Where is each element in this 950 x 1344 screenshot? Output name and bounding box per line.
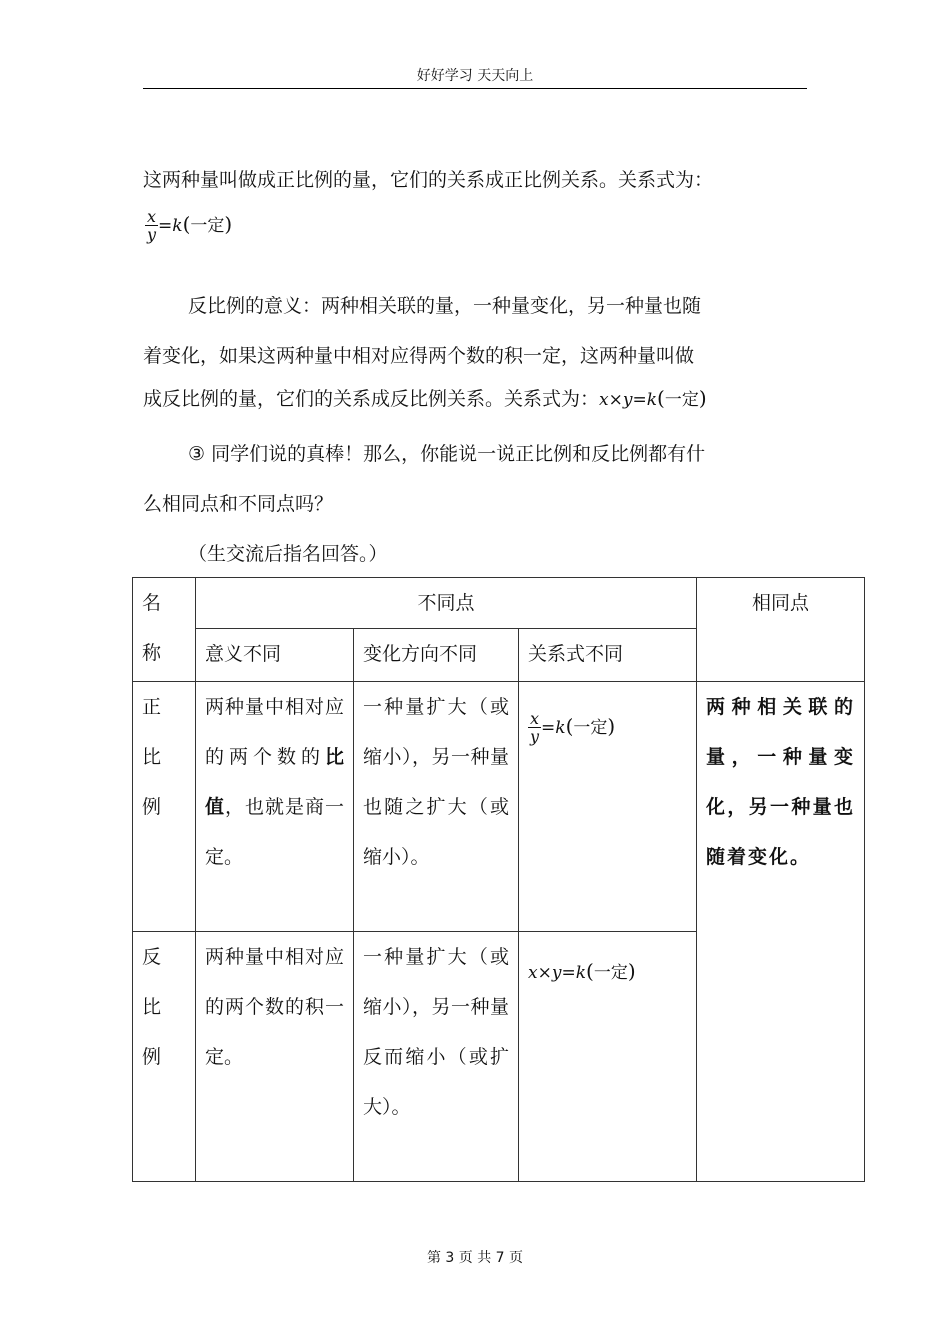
row-direct-name: [133, 682, 196, 932]
page-footer: 第 3 页 共 7 页: [426, 1250, 524, 1266]
formula-inverse-proportion: x×y=k(一定): [599, 386, 707, 410]
table-fraction-denominator: y: [530, 727, 540, 746]
subheader-meaning: 意义不同: [196, 629, 354, 682]
formula-equals: =: [158, 216, 173, 236]
formula2-x: x: [599, 390, 609, 410]
table-formula-equals: =: [541, 718, 556, 738]
row-direct-direction: 一种量扩大（或缩小），另一种量也随之扩大（或缩小）。: [354, 682, 519, 932]
paragraph-question-line-1: ③ 同学们说的真棒！那么，你能说一说正比例和反比例都有什: [188, 443, 706, 465]
direct-meaning-bold: 比值: [205, 746, 344, 818]
table-row-direct: [133, 682, 865, 932]
row-inverse-meaning: 两种量中相对应的两个数的积一定。: [196, 932, 354, 1182]
paragraph-activity: （生交流后指名回答。）: [188, 543, 388, 565]
fraction-denominator: y: [147, 225, 157, 244]
row-inverse-name: [133, 932, 196, 1182]
header-similarities: 相同点: [697, 578, 865, 682]
row-direct-meaning: [196, 682, 354, 932]
subheader-direction: 变化方向不同: [354, 629, 519, 682]
table-formula2-constant: 一定: [593, 963, 628, 983]
paragraph-direct-definition: 这两种量叫做成正比例的量，它们的关系成正比例关系。关系式为：: [143, 169, 714, 191]
formula-constant: 一定: [190, 216, 225, 236]
table-fraction-x-over-y: [528, 710, 541, 745]
similarities-cell: 两种相关联的量，一种量变化，另一种量也随着变化。: [697, 682, 865, 1182]
direct-name-char-3: 例: [142, 796, 162, 818]
table-formula2-x: x: [528, 963, 538, 983]
fraction-x-over-y: [145, 208, 158, 243]
table-formula2-y: y: [551, 963, 562, 983]
row-direct-formula: $\frac{x}{y}$ =k(一定): [519, 682, 697, 932]
table-formula2-equals: =: [561, 963, 576, 983]
formula2-times: ×: [608, 390, 623, 410]
formula2-constant: 一定: [664, 390, 699, 410]
table-formula2-times: ×: [537, 963, 552, 983]
direct-meaning-text-end: ，也就是商一定。: [205, 796, 344, 868]
comparison-table: [132, 577, 865, 1182]
header-name-char-1: 名: [142, 592, 162, 614]
row-inverse-direction: 一种量扩大（或缩小），另一种量反而缩小（或扩大）。: [354, 932, 519, 1182]
formula-k: k: [172, 216, 183, 236]
header-rule: [143, 88, 807, 89]
fraction-numerator: x: [147, 207, 157, 226]
formula2-equals: =: [632, 390, 647, 410]
paragraph-inverse-text: 成反比例的量，它们的关系成反比例关系。关系式为：: [143, 388, 600, 410]
subheader-formula: 关系式不同: [519, 629, 697, 682]
paragraph-inverse-line-3: [143, 385, 707, 413]
formula-direct-proportion: $\frac{x}{y}$ =k(一定): [147, 207, 233, 244]
direct-meaning-text: 两种量中相对应的两个数的: [205, 696, 344, 768]
header-name-char-2: 称: [142, 642, 162, 664]
page-header: 好好学习 天天向上: [416, 68, 534, 84]
table-header-row-1: [133, 578, 865, 629]
formula2-k: k: [646, 390, 658, 410]
direct-name-char-2: 比: [142, 746, 162, 768]
header-name-cell: [133, 578, 196, 682]
direct-name-char-1: 正: [142, 696, 162, 718]
inverse-name-char-1: 反: [142, 946, 162, 968]
formula2-y: y: [622, 390, 633, 410]
inverse-name-char-3: 例: [142, 1046, 162, 1068]
row-inverse-formula: x×y=k(一定): [519, 932, 697, 1182]
table-formula2-k: k: [575, 963, 587, 983]
paragraph-inverse-line-1: 反比例的意义：两种相关联的量，一种量变化，另一种量也随: [188, 295, 702, 317]
table-formula-constant: 一定: [573, 718, 608, 738]
table-formula-k: k: [555, 718, 566, 738]
header-differences: 不同点: [196, 578, 697, 629]
table-fraction-numerator: x: [530, 709, 540, 728]
paragraph-inverse-line-2: 着变化，如果这两种量中相对应得两个数的积一定，这两种量叫做: [143, 345, 695, 367]
paragraph-question-line-2: 么相同点和不同点吗？: [143, 493, 334, 515]
inverse-name-char-2: 比: [142, 996, 162, 1018]
